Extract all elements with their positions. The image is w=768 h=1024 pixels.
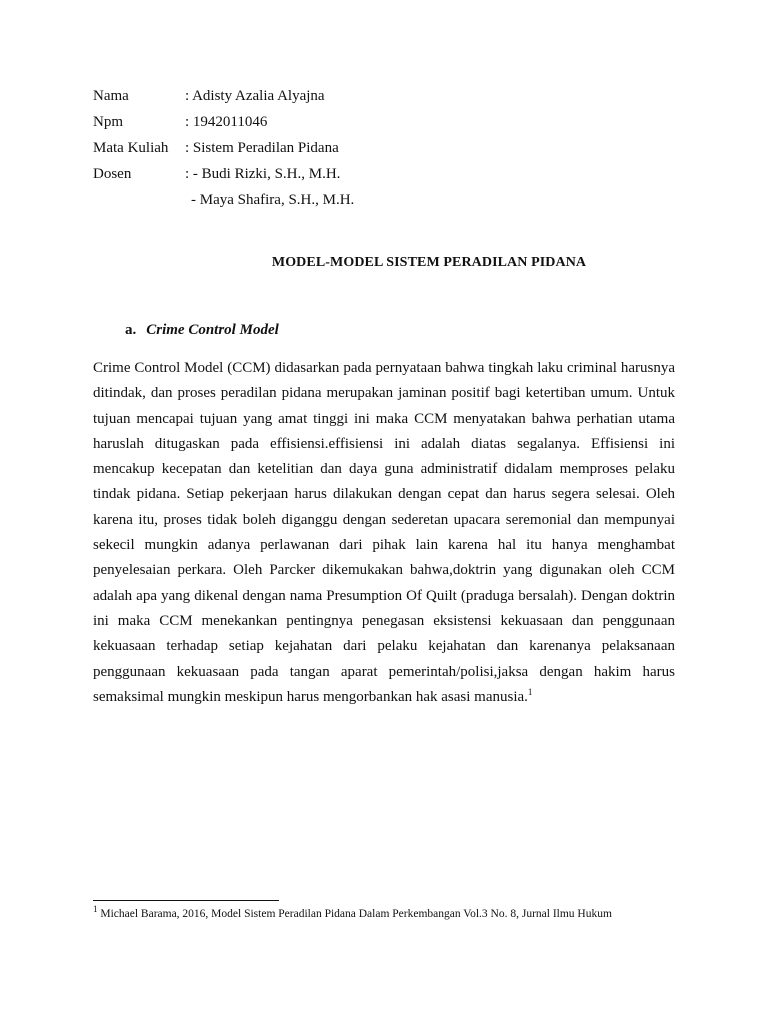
section-name: Crime Control Model	[146, 322, 279, 338]
footnote-reference: 1	[527, 686, 533, 697]
identity-label: Nama	[93, 88, 129, 104]
document-title-wrapper	[0, 255, 768, 271]
body-paragraph	[93, 356, 675, 710]
identity-value: - Maya Shafira, S.H., M.H.	[191, 192, 355, 208]
document-title: MODEL-MODEL SISTEM PERADILAN PIDANA	[271, 255, 587, 270]
identity-label: Dosen	[93, 166, 132, 182]
identity-value: : 1942011046	[185, 114, 268, 130]
identity-value: : Adisty Azalia Alyajna	[185, 88, 325, 104]
footnote-text: Michael Barama, 2016, Model Sistem Peradilan Pidana Dalam Perkembangan Vol.3 No. 8, Jurnal Ilmu Hukum	[100, 908, 612, 920]
footnote	[93, 904, 663, 922]
paragraph-text: Crime Control Model (CCM) didasarkan pada pernyataan bahwa tingkah laku criminal harusnya ditindak, dan proses peradilan pidana merupakan jaminan positif bagi ketertiban umum. Untuk tujuan mencapai tujuan yang amat tinggi ini maka CCM menyatakan bahwa perhatian utama haruslah ditugaskan pada effisiensi.effisiensi ini adalah diatas segalanya. Effisiensi ini mencakup kecepatan dan ketelitian dan daya guna administratif didalam memproses pelaku tindak pidana. Setiap pekerjaan harus dilakukan dengan cepat dan harus segera selesai. Oleh karena itu, proses tidak boleh diganggu dengan sederetan upacara seremonial dan mempunyai sekecil mungkin adanya perlawanan dari pihak lain karena hal itu hanya menghambat penyelesaian perkara. Oleh Parcker dikemukakan bahwa,doktrin yang digunakan oleh CCM adalah apa yang dikenal dengan nama Presumption Of Quilt (praduga bersalah). Dengan doktrin ini maka CCM menekankan pentingnya penegasan eksistensi kekuasaan dan penggunaan kekuasaan terhadap setiap kejahatan dari pelaku kejahatan dan karenanya pelaksanaan penggunaan kekuasaan pada tangan aparat pemerintah/polisi,jaksa dengan hakim harus semaksimal mungkin meskipun harus mengorbankan hak asasi manusia.	[93, 360, 675, 705]
identity-value: : - Budi Rizki, S.H., M.H.	[185, 166, 341, 182]
identity-value: : Sistem Peradilan Pidana	[185, 140, 339, 156]
section-heading	[125, 322, 279, 339]
identity-label: Npm	[93, 114, 123, 130]
section-letter: a.	[125, 322, 137, 338]
footnote-separator	[93, 900, 279, 901]
identity-label: Mata Kuliah	[93, 140, 169, 156]
footnote-marker: 1	[93, 904, 98, 915]
